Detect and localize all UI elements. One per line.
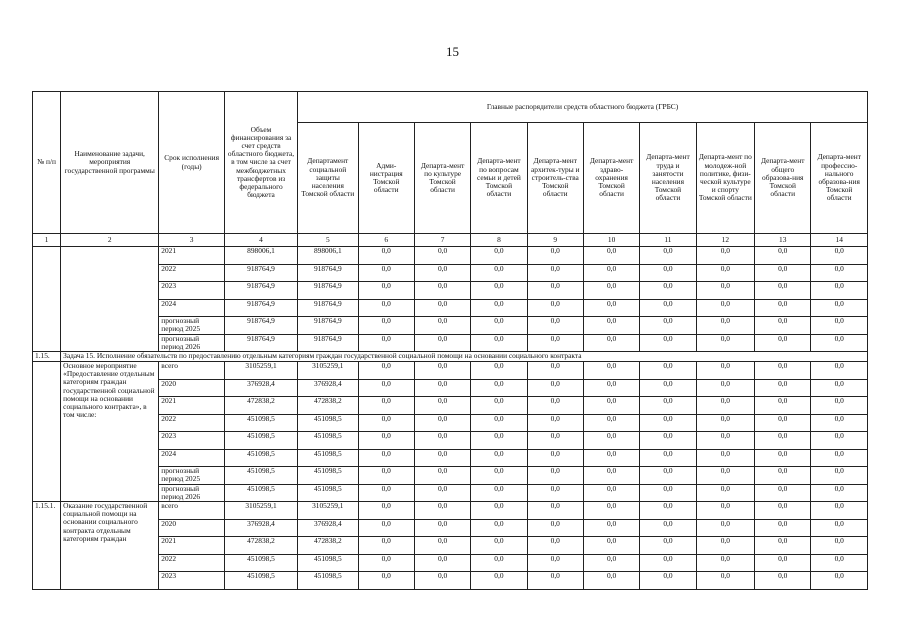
grbs-zero-cell: 0,0 bbox=[414, 519, 470, 537]
grbs-zero-cell: 0,0 bbox=[527, 414, 583, 432]
period-cell: 2021 bbox=[159, 397, 225, 415]
grbs-zero-cell: 0,0 bbox=[755, 317, 811, 335]
grbs-zero-cell: 0,0 bbox=[811, 317, 868, 335]
grbs-zero-cell: 0,0 bbox=[527, 537, 583, 555]
grbs-zero-cell: 0,0 bbox=[471, 397, 527, 415]
grbs-zero-cell: 0,0 bbox=[583, 282, 639, 300]
column-number: 5 bbox=[298, 234, 359, 247]
grbs-zero-cell: 0,0 bbox=[527, 519, 583, 537]
period-cell: 2021 bbox=[159, 537, 225, 555]
grbs-zero-cell: 0,0 bbox=[527, 264, 583, 282]
grbs-zero-cell: 0,0 bbox=[358, 317, 414, 335]
period-cell: 2023 bbox=[159, 572, 225, 590]
volume-cell: 376928,4 bbox=[225, 519, 298, 537]
grbs-zero-cell: 0,0 bbox=[755, 379, 811, 397]
grbs-zero-cell: 0,0 bbox=[583, 379, 639, 397]
grbs-zero-cell: 0,0 bbox=[358, 554, 414, 572]
volume-cell: 451098,5 bbox=[225, 572, 298, 590]
grbs-zero-cell: 0,0 bbox=[414, 264, 470, 282]
grbs-zero-cell: 0,0 bbox=[527, 282, 583, 300]
grbs-social-cell: 918764,9 bbox=[298, 282, 359, 300]
period-cell: 2024 bbox=[159, 449, 225, 467]
block1-name bbox=[61, 247, 159, 352]
volume-cell: 3105259,1 bbox=[225, 362, 298, 380]
grbs-zero-cell: 0,0 bbox=[471, 282, 527, 300]
column-number: 4 bbox=[225, 234, 298, 247]
grbs-social-cell: 3105259,1 bbox=[298, 362, 359, 380]
task-text: Задача 15. Исполнение обязательств по предоставлению отдельным категориям граждан государственной социальной помощи на основании социального контракта bbox=[61, 352, 868, 362]
grbs-social-cell: 3105259,1 bbox=[298, 502, 359, 520]
grbs-zero-cell: 0,0 bbox=[414, 467, 470, 485]
grbs-zero-cell: 0,0 bbox=[696, 397, 754, 415]
grbs-zero-cell: 0,0 bbox=[527, 379, 583, 397]
grbs-zero-cell: 0,0 bbox=[414, 554, 470, 572]
grbs-zero-cell: 0,0 bbox=[527, 299, 583, 317]
grbs-zero-cell: 0,0 bbox=[640, 247, 696, 265]
grbs-zero-cell: 0,0 bbox=[696, 264, 754, 282]
volume-cell: 918764,9 bbox=[225, 317, 298, 335]
grbs-zero-cell: 0,0 bbox=[358, 414, 414, 432]
grbs-zero-cell: 0,0 bbox=[527, 247, 583, 265]
volume-cell: 918764,9 bbox=[225, 334, 298, 352]
grbs-zero-cell: 0,0 bbox=[583, 484, 639, 502]
grbs-zero-cell: 0,0 bbox=[583, 397, 639, 415]
grbs-social-cell: 451098,5 bbox=[298, 484, 359, 502]
grbs-zero-cell: 0,0 bbox=[640, 432, 696, 450]
volume-cell: 451098,5 bbox=[225, 467, 298, 485]
grbs-zero-cell: 0,0 bbox=[583, 449, 639, 467]
grbs-zero-cell: 0,0 bbox=[640, 299, 696, 317]
grbs-zero-cell: 0,0 bbox=[755, 397, 811, 415]
grbs-zero-cell: 0,0 bbox=[696, 502, 754, 520]
grbs-zero-cell: 0,0 bbox=[696, 572, 754, 590]
grbs-zero-cell: 0,0 bbox=[811, 449, 868, 467]
grbs-zero-cell: 0,0 bbox=[414, 432, 470, 450]
grbs-zero-cell: 0,0 bbox=[583, 554, 639, 572]
task-row bbox=[33, 352, 868, 362]
volume-cell: 918764,9 bbox=[225, 282, 298, 300]
grbs-zero-cell: 0,0 bbox=[527, 554, 583, 572]
grbs-zero-cell: 0,0 bbox=[583, 299, 639, 317]
grbs-social-cell: 918764,9 bbox=[298, 264, 359, 282]
column-number: 11 bbox=[640, 234, 696, 247]
grbs-zero-cell: 0,0 bbox=[640, 282, 696, 300]
column-number: 14 bbox=[811, 234, 868, 247]
period-cell: прогнозный период 2026 bbox=[159, 334, 225, 352]
header-col9: Департа-мент архитек-туры и строитель-ства Томской области bbox=[527, 123, 583, 234]
grbs-zero-cell: 0,0 bbox=[471, 449, 527, 467]
column-number: 12 bbox=[696, 234, 754, 247]
volume-cell: 3105259,1 bbox=[225, 502, 298, 520]
grbs-zero-cell: 0,0 bbox=[358, 502, 414, 520]
grbs-zero-cell: 0,0 bbox=[527, 317, 583, 335]
grbs-zero-cell: 0,0 bbox=[414, 484, 470, 502]
grbs-zero-cell: 0,0 bbox=[471, 572, 527, 590]
grbs-zero-cell: 0,0 bbox=[471, 467, 527, 485]
budget-table bbox=[32, 91, 868, 590]
column-number: 9 bbox=[527, 234, 583, 247]
grbs-social-cell: 472838,2 bbox=[298, 397, 359, 415]
column-number: 7 bbox=[414, 234, 470, 247]
grbs-zero-cell: 0,0 bbox=[696, 484, 754, 502]
grbs-zero-cell: 0,0 bbox=[696, 247, 754, 265]
volume-cell: 451098,5 bbox=[225, 554, 298, 572]
grbs-zero-cell: 0,0 bbox=[811, 572, 868, 590]
grbs-zero-cell: 0,0 bbox=[811, 414, 868, 432]
header-name: Наименование задачи, мероприятия государственной программы bbox=[61, 92, 159, 234]
grbs-zero-cell: 0,0 bbox=[640, 502, 696, 520]
grbs-zero-cell: 0,0 bbox=[358, 282, 414, 300]
grbs-zero-cell: 0,0 bbox=[755, 264, 811, 282]
grbs-zero-cell: 0,0 bbox=[414, 572, 470, 590]
header-number: № п/п bbox=[33, 92, 61, 234]
period-cell: 2024 bbox=[159, 299, 225, 317]
grbs-zero-cell: 0,0 bbox=[414, 334, 470, 352]
grbs-zero-cell: 0,0 bbox=[414, 502, 470, 520]
block3-row bbox=[33, 502, 868, 520]
volume-cell: 451098,5 bbox=[225, 432, 298, 450]
grbs-zero-cell: 0,0 bbox=[755, 362, 811, 380]
header-col11: Департа-мент труда и занятости населения Томской области bbox=[640, 123, 696, 234]
header-col14: Департа-мент профессио-нального образова-ния Томской области bbox=[811, 123, 868, 234]
grbs-zero-cell: 0,0 bbox=[696, 519, 754, 537]
volume-cell: 472838,2 bbox=[225, 397, 298, 415]
period-cell: всего bbox=[159, 362, 225, 380]
grbs-zero-cell: 0,0 bbox=[696, 334, 754, 352]
grbs-zero-cell: 0,0 bbox=[527, 432, 583, 450]
column-number-row bbox=[33, 234, 868, 247]
block2-row bbox=[33, 362, 868, 380]
period-cell: 2023 bbox=[159, 432, 225, 450]
column-number: 1 bbox=[33, 234, 61, 247]
grbs-zero-cell: 0,0 bbox=[414, 537, 470, 555]
grbs-zero-cell: 0,0 bbox=[755, 519, 811, 537]
grbs-zero-cell: 0,0 bbox=[414, 299, 470, 317]
grbs-zero-cell: 0,0 bbox=[640, 264, 696, 282]
grbs-zero-cell: 0,0 bbox=[583, 362, 639, 380]
grbs-zero-cell: 0,0 bbox=[583, 317, 639, 335]
grbs-zero-cell: 0,0 bbox=[527, 397, 583, 415]
grbs-zero-cell: 0,0 bbox=[755, 299, 811, 317]
grbs-zero-cell: 0,0 bbox=[755, 467, 811, 485]
column-number: 8 bbox=[471, 234, 527, 247]
grbs-zero-cell: 0,0 bbox=[811, 537, 868, 555]
grbs-social-cell: 451098,5 bbox=[298, 449, 359, 467]
grbs-zero-cell: 0,0 bbox=[358, 432, 414, 450]
grbs-zero-cell: 0,0 bbox=[471, 414, 527, 432]
grbs-zero-cell: 0,0 bbox=[358, 397, 414, 415]
grbs-zero-cell: 0,0 bbox=[471, 484, 527, 502]
grbs-zero-cell: 0,0 bbox=[358, 467, 414, 485]
grbs-zero-cell: 0,0 bbox=[640, 379, 696, 397]
grbs-zero-cell: 0,0 bbox=[811, 554, 868, 572]
volume-cell: 376928,4 bbox=[225, 379, 298, 397]
column-number: 13 bbox=[755, 234, 811, 247]
grbs-zero-cell: 0,0 bbox=[755, 414, 811, 432]
grbs-zero-cell: 0,0 bbox=[471, 519, 527, 537]
grbs-zero-cell: 0,0 bbox=[583, 467, 639, 485]
grbs-zero-cell: 0,0 bbox=[696, 362, 754, 380]
grbs-zero-cell: 0,0 bbox=[755, 484, 811, 502]
header-col7: Департа-мент по культуре Томской области bbox=[414, 123, 470, 234]
grbs-zero-cell: 0,0 bbox=[811, 282, 868, 300]
grbs-zero-cell: 0,0 bbox=[414, 317, 470, 335]
grbs-zero-cell: 0,0 bbox=[640, 519, 696, 537]
grbs-zero-cell: 0,0 bbox=[358, 449, 414, 467]
grbs-social-cell: 451098,5 bbox=[298, 432, 359, 450]
grbs-zero-cell: 0,0 bbox=[755, 247, 811, 265]
grbs-social-cell: 472838,2 bbox=[298, 537, 359, 555]
grbs-zero-cell: 0,0 bbox=[811, 379, 868, 397]
grbs-zero-cell: 0,0 bbox=[640, 572, 696, 590]
grbs-social-cell: 918764,9 bbox=[298, 317, 359, 335]
column-number: 6 bbox=[358, 234, 414, 247]
grbs-zero-cell: 0,0 bbox=[640, 467, 696, 485]
grbs-zero-cell: 0,0 bbox=[583, 519, 639, 537]
period-cell: 2020 bbox=[159, 379, 225, 397]
grbs-zero-cell: 0,0 bbox=[414, 282, 470, 300]
grbs-zero-cell: 0,0 bbox=[471, 317, 527, 335]
grbs-zero-cell: 0,0 bbox=[755, 554, 811, 572]
grbs-zero-cell: 0,0 bbox=[358, 247, 414, 265]
grbs-zero-cell: 0,0 bbox=[471, 379, 527, 397]
page-number: 15 bbox=[446, 44, 459, 59]
grbs-zero-cell: 0,0 bbox=[414, 449, 470, 467]
grbs-zero-cell: 0,0 bbox=[527, 467, 583, 485]
grbs-zero-cell: 0,0 bbox=[527, 449, 583, 467]
volume-cell: 918764,9 bbox=[225, 299, 298, 317]
period-cell: прогнозный период 2025 bbox=[159, 317, 225, 335]
grbs-zero-cell: 0,0 bbox=[811, 502, 868, 520]
grbs-social-cell: 451098,5 bbox=[298, 554, 359, 572]
block2-name: Основное мероприятие «Предоставление отдельным категориям граждан государственной социальной помощи на основании социального контракта», в том числе: bbox=[61, 362, 159, 502]
period-cell: 2022 bbox=[159, 414, 225, 432]
grbs-zero-cell: 0,0 bbox=[811, 247, 868, 265]
grbs-zero-cell: 0,0 bbox=[414, 379, 470, 397]
grbs-zero-cell: 0,0 bbox=[811, 264, 868, 282]
grbs-zero-cell: 0,0 bbox=[358, 572, 414, 590]
grbs-zero-cell: 0,0 bbox=[696, 537, 754, 555]
volume-cell: 451098,5 bbox=[225, 449, 298, 467]
grbs-zero-cell: 0,0 bbox=[811, 299, 868, 317]
grbs-zero-cell: 0,0 bbox=[640, 362, 696, 380]
grbs-zero-cell: 0,0 bbox=[527, 362, 583, 380]
grbs-zero-cell: 0,0 bbox=[583, 537, 639, 555]
header-col6: Адми-нистрация Томской области bbox=[358, 123, 414, 234]
grbs-zero-cell: 0,0 bbox=[640, 414, 696, 432]
grbs-zero-cell: 0,0 bbox=[696, 432, 754, 450]
volume-cell: 451098,5 bbox=[225, 484, 298, 502]
grbs-zero-cell: 0,0 bbox=[811, 467, 868, 485]
grbs-zero-cell: 0,0 bbox=[471, 502, 527, 520]
block3-number: 1.15.1. bbox=[33, 502, 61, 590]
grbs-zero-cell: 0,0 bbox=[640, 334, 696, 352]
grbs-zero-cell: 0,0 bbox=[358, 264, 414, 282]
grbs-zero-cell: 0,0 bbox=[358, 484, 414, 502]
grbs-zero-cell: 0,0 bbox=[811, 334, 868, 352]
header-col13: Департа-мент общего образова-ния Томской области bbox=[755, 123, 811, 234]
grbs-zero-cell: 0,0 bbox=[358, 334, 414, 352]
header-row-top bbox=[33, 92, 868, 123]
period-cell: прогнозный период 2025 bbox=[159, 467, 225, 485]
block2-number bbox=[33, 362, 61, 502]
grbs-zero-cell: 0,0 bbox=[471, 299, 527, 317]
grbs-zero-cell: 0,0 bbox=[640, 397, 696, 415]
grbs-zero-cell: 0,0 bbox=[583, 334, 639, 352]
column-number: 3 bbox=[159, 234, 225, 247]
grbs-zero-cell: 0,0 bbox=[696, 449, 754, 467]
grbs-zero-cell: 0,0 bbox=[640, 449, 696, 467]
header-grbs: Главные распорядители средств областного бюджета (ГРБС) bbox=[298, 92, 868, 123]
grbs-zero-cell: 0,0 bbox=[811, 397, 868, 415]
volume-cell: 898006,1 bbox=[225, 247, 298, 265]
period-cell: 2023 bbox=[159, 282, 225, 300]
grbs-zero-cell: 0,0 bbox=[696, 379, 754, 397]
grbs-zero-cell: 0,0 bbox=[358, 362, 414, 380]
grbs-zero-cell: 0,0 bbox=[471, 554, 527, 572]
grbs-social-cell: 451098,5 bbox=[298, 572, 359, 590]
grbs-social-cell: 918764,9 bbox=[298, 299, 359, 317]
grbs-social-cell: 451098,5 bbox=[298, 467, 359, 485]
grbs-zero-cell: 0,0 bbox=[414, 362, 470, 380]
grbs-zero-cell: 0,0 bbox=[471, 334, 527, 352]
grbs-zero-cell: 0,0 bbox=[358, 537, 414, 555]
grbs-zero-cell: 0,0 bbox=[696, 317, 754, 335]
grbs-zero-cell: 0,0 bbox=[755, 572, 811, 590]
period-cell: 2022 bbox=[159, 554, 225, 572]
grbs-social-cell: 451098,5 bbox=[298, 414, 359, 432]
grbs-zero-cell: 0,0 bbox=[527, 484, 583, 502]
grbs-zero-cell: 0,0 bbox=[471, 537, 527, 555]
grbs-zero-cell: 0,0 bbox=[755, 449, 811, 467]
header-col5: Департамент социальной защиты населения Томской области bbox=[298, 123, 359, 234]
grbs-zero-cell: 0,0 bbox=[696, 299, 754, 317]
grbs-zero-cell: 0,0 bbox=[471, 264, 527, 282]
grbs-zero-cell: 0,0 bbox=[755, 334, 811, 352]
column-number: 2 bbox=[61, 234, 159, 247]
grbs-zero-cell: 0,0 bbox=[811, 362, 868, 380]
block1-row bbox=[33, 247, 868, 265]
grbs-zero-cell: 0,0 bbox=[755, 282, 811, 300]
grbs-zero-cell: 0,0 bbox=[583, 264, 639, 282]
grbs-zero-cell: 0,0 bbox=[527, 572, 583, 590]
block1-number bbox=[33, 247, 61, 352]
grbs-social-cell: 376928,4 bbox=[298, 519, 359, 537]
task-number: 1.15. bbox=[33, 352, 61, 362]
period-cell: всего bbox=[159, 502, 225, 520]
grbs-zero-cell: 0,0 bbox=[414, 397, 470, 415]
grbs-zero-cell: 0,0 bbox=[583, 414, 639, 432]
grbs-zero-cell: 0,0 bbox=[414, 414, 470, 432]
grbs-zero-cell: 0,0 bbox=[755, 502, 811, 520]
grbs-zero-cell: 0,0 bbox=[414, 247, 470, 265]
grbs-zero-cell: 0,0 bbox=[358, 299, 414, 317]
block3-name: Оказание государственной социальной помощи на основании социального контракта отдельным категориям граждан bbox=[61, 502, 159, 590]
grbs-zero-cell: 0,0 bbox=[640, 537, 696, 555]
header-volume: Объем финансирования за счет средств областного бюджета, в том числе за счет межбюджетных трансфертов из федерального бюджета bbox=[225, 92, 298, 234]
grbs-zero-cell: 0,0 bbox=[527, 502, 583, 520]
grbs-zero-cell: 0,0 bbox=[811, 519, 868, 537]
grbs-zero-cell: 0,0 bbox=[696, 554, 754, 572]
grbs-zero-cell: 0,0 bbox=[640, 484, 696, 502]
grbs-zero-cell: 0,0 bbox=[471, 432, 527, 450]
grbs-zero-cell: 0,0 bbox=[358, 519, 414, 537]
grbs-zero-cell: 0,0 bbox=[696, 282, 754, 300]
column-number: 10 bbox=[583, 234, 639, 247]
grbs-zero-cell: 0,0 bbox=[696, 414, 754, 432]
grbs-zero-cell: 0,0 bbox=[583, 432, 639, 450]
volume-cell: 918764,9 bbox=[225, 264, 298, 282]
volume-cell: 451098,5 bbox=[225, 414, 298, 432]
header-col8: Департа-мент по вопросам семьи и детей Томской области bbox=[471, 123, 527, 234]
grbs-social-cell: 898006,1 bbox=[298, 247, 359, 265]
period-cell: 2020 bbox=[159, 519, 225, 537]
header-col10: Департа-мент здраво-охранения Томской области bbox=[583, 123, 639, 234]
grbs-social-cell: 918764,9 bbox=[298, 334, 359, 352]
grbs-zero-cell: 0,0 bbox=[583, 247, 639, 265]
grbs-zero-cell: 0,0 bbox=[583, 572, 639, 590]
grbs-social-cell: 376928,4 bbox=[298, 379, 359, 397]
period-cell: 2022 bbox=[159, 264, 225, 282]
grbs-zero-cell: 0,0 bbox=[471, 362, 527, 380]
grbs-zero-cell: 0,0 bbox=[755, 432, 811, 450]
grbs-zero-cell: 0,0 bbox=[811, 432, 868, 450]
grbs-zero-cell: 0,0 bbox=[640, 317, 696, 335]
grbs-zero-cell: 0,0 bbox=[527, 334, 583, 352]
grbs-zero-cell: 0,0 bbox=[811, 484, 868, 502]
grbs-zero-cell: 0,0 bbox=[471, 247, 527, 265]
grbs-zero-cell: 0,0 bbox=[640, 554, 696, 572]
volume-cell: 472838,2 bbox=[225, 537, 298, 555]
header-period: Срок исполнения (годы) bbox=[159, 92, 225, 234]
period-cell: прогнозный период 2026 bbox=[159, 484, 225, 502]
grbs-zero-cell: 0,0 bbox=[358, 379, 414, 397]
grbs-zero-cell: 0,0 bbox=[696, 467, 754, 485]
grbs-zero-cell: 0,0 bbox=[583, 502, 639, 520]
grbs-zero-cell: 0,0 bbox=[755, 537, 811, 555]
header-col12: Департа-мент по молодеж-ной политике, физи-ческой культуре и спорту Томской области bbox=[696, 123, 754, 234]
period-cell: 2021 bbox=[159, 247, 225, 265]
